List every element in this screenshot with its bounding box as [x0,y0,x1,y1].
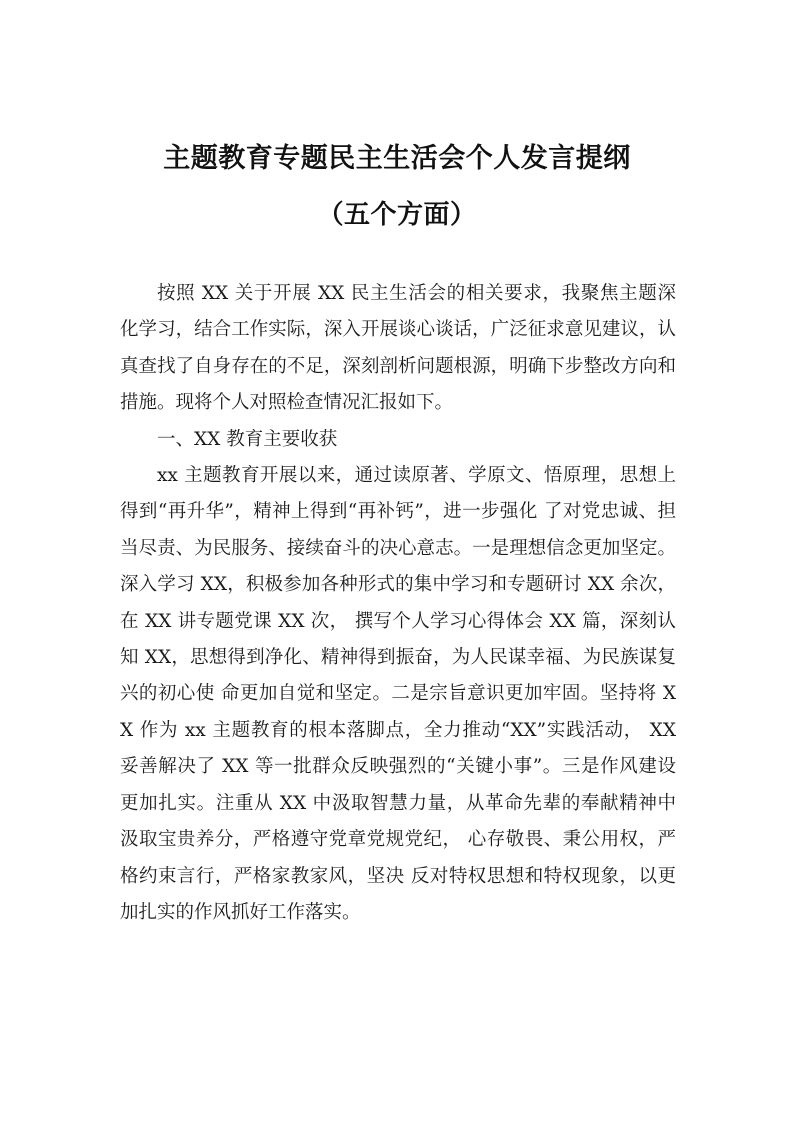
document-body [120,276,676,931]
section-heading: 一、XX 教育主要收获 [157,428,338,450]
intro-paragraph: 按照 XX 关于开展 XX 民主生活会的相关要求，我聚焦主题深化学习，结合工作实际，深入开展谈心谈话，广泛征求意见建议，认真查找了自身存在的不足，深刻剖析问题根源，明确下步整改方向和措施。现将个人对照检查情况汇报如下。 [120,283,676,414]
body-paragraph: xx 主题教育开展以来，通过读原著、学原文、悟原理，思想上得到“再升华”，精神上得到“再补钙”，进一步强化 了对党忠诚、担当尽责、为民服务、接续奋斗的决心意志。一是理想信念更加坚定。深入学习 XX，积极参加各种形式的集中学习和专题研讨 XX 余次，在 XX 讲专题党课 XX 次， 撰写个人学习心得体会 XX 篇，深刻认知 XX，思想得到净化、精神得到振奋，为人民谋幸福、为民族谋复兴的初心使 命更加自觉和坚定。二是宗旨意识更加牢固。坚持将 XX 作为 xx 主题教育的根本落脚点，全力推动“XX”实践活动， XX 妥善解决了 XX 等一批群众反映强烈的“关键小事”。三是作风建设更加扎实。注重从 XX 中汲取智慧力量，从革命先辈的奉献精神中汲取宝贵养分，严格遵守党章党规党纪， 心存敬畏、秉公用权，严格约束言行，严格家教家风，坚决 反对特权思想和特权现象，以更加扎实的作风抓好工作落实。 [120,465,676,923]
document-subtitle: （五个方面） [317,200,477,230]
document-title: 主题教育专题民主生活会个人发言提纲 [163,143,631,174]
